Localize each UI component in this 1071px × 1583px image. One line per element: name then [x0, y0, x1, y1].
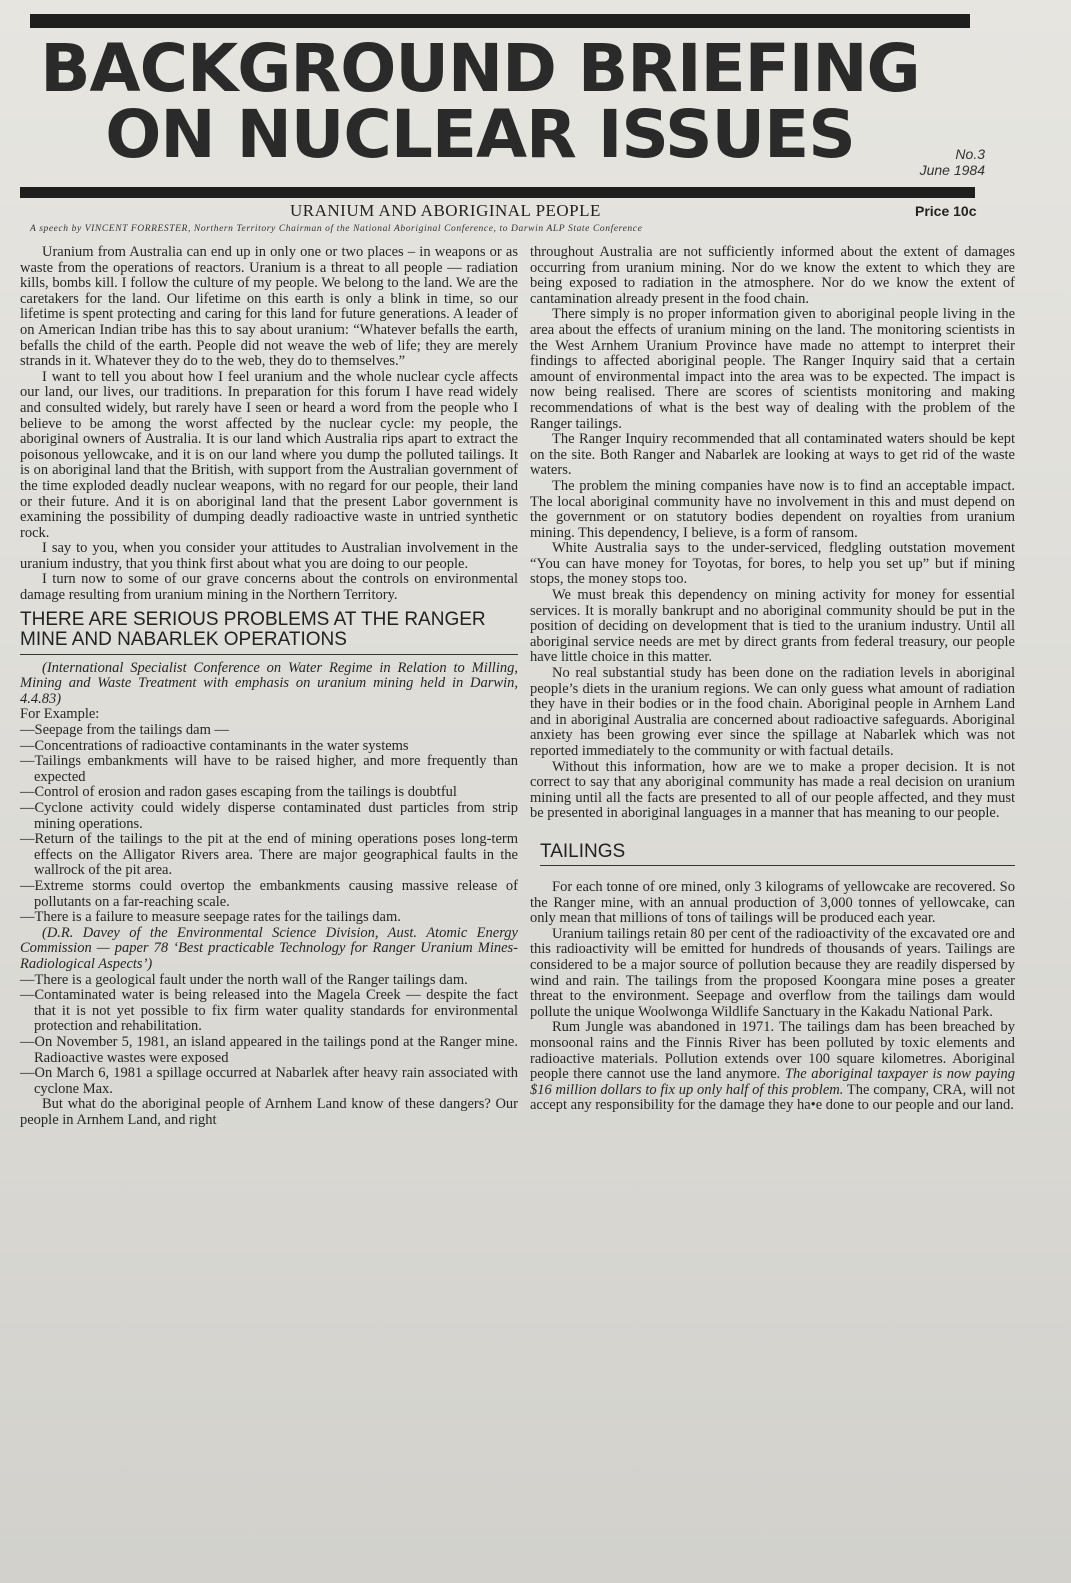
- paragraph: The Ranger Inquiry recommended that all contaminated waters should be kept on the site. Both Ranger and Nabarlek are looking at ways to get rid of the waste waters.: [530, 431, 1015, 479]
- list-item: — Cyclone activity could widely disperse contaminated dust particles from strip mining operations.: [20, 801, 518, 832]
- citation: (D.R. Davey of the Environmental Science Division, Aust. Atomic Energy Commission — paper 78 ‘Best practicable Technology for Ranger Uranium Mines- Radiological Aspects’): [20, 924, 518, 972]
- list-item: — Concentrations of radioactive contaminants in the water systems: [20, 739, 518, 755]
- text-run: The company, CRA, will not accept any responsibility for the damage they ha•e done to our people and our land.: [530, 1081, 1015, 1114]
- masthead-line-1: BACKGROUND BRIEFING: [40, 30, 920, 107]
- article-byline: A speech by VINCENT FORRESTER, Northern Territory Chairman of the National Aboriginal Conference, to Darwin ALP State Conference: [30, 224, 643, 234]
- paragraph: I turn now to some of our grave concerns about the controls on environmental damage resulting from uranium mining in the Northern Territory.: [20, 571, 518, 604]
- price-label: Price 10c: [915, 203, 977, 219]
- masthead-line-2: ON NUCLEAR ISSUES: [105, 96, 855, 173]
- issue-number: No.3: [955, 146, 985, 162]
- right-column: [530, 245, 1015, 1114]
- issue-date: June 1984: [919, 162, 985, 178]
- paragraph: No real substantial study has been done on the radiation levels in aboriginal people’s diets in the uranium regions. We can only guess what amount of radiation they have in their bodies or in the food chain. Aboriginal people in Arnhem Land and in aboriginal Australia are concerned about radioactive safeguards. Aboriginal anxiety has been growing ever since the spillage at Nabarlek which was not reported immediately to the community or with factual details.: [530, 665, 1015, 759]
- paragraph: I say to you, when you consider your attitudes to Australian involvement in the uranium industry, that you think first about what you are doing to our people.: [20, 540, 518, 572]
- list-item: — There is a geological fault under the north wall of the Ranger tailings dam.: [20, 973, 518, 989]
- list-item: — Extreme storms could overtop the embankments causing massive release of pollutants on a far-reaching scale.: [20, 879, 518, 910]
- list-item: — On March 6, 1981 a spillage occurred at Nabarlek after heavy rain associated with cyclone Max.: [20, 1066, 518, 1097]
- paragraph: We must break this dependency on mining activity for money for essential services. It is morally bankrupt and no aboriginal community should be put in the position of deciding on development that is tied to the uranium industry. Until all aboriginal service needs are met by direct grants from federal treasury, our people have little choice in this matter.: [530, 587, 1015, 666]
- list-item: — Return of the tailings to the pit at the end of mining operations poses long-term effects on the Alligator Rivers area. There are major geographical faults in the wallrock of the pit area.: [20, 832, 518, 879]
- paragraph: throughout Australia are not sufficiently informed about the extent of damages occurring from uranium mining. Nor do we know the extent to which they are being exposed to radiation in the atmosphere. Nor do we know the extent of cantamination already present in the food chain.: [530, 244, 1015, 307]
- citation: (International Specialist Conference on Water Regime in Relation to Milling, Mining and Waste Treatment with emphasis on uranium mining held in Darwin, 4.4.83): [20, 659, 518, 707]
- section-heading-ranger: THERE ARE SERIOUS PROBLEMS AT THE RANGER MINE AND NABARLEK OPERATIONS: [20, 610, 518, 655]
- masthead-bottom-rule: [20, 187, 975, 198]
- text-run: Rum Jungle was abandoned in 1971. The tailings dam has been breached by monsoonal rains and the Finnis River has been polluted by toxic elements and radioactive materials. Pollution extends over 100 square kilometres. Aboriginal people there cannot use the land anymore.: [530, 1019, 1015, 1083]
- article-headline: URANIUM AND ABORIGINAL PEOPLE: [290, 201, 601, 220]
- list-item: — Seepage from the tailings dam —: [20, 723, 518, 739]
- list-item: — Contaminated water is being released into the Magela Creek — despite the fact that it is not yet possible to fix firm water quality standards for environmental protection and rehabilitation.: [20, 988, 518, 1035]
- paragraph-rum-jungle: [530, 1020, 1015, 1114]
- masthead-top-rule: [30, 14, 970, 28]
- section-heading-tailings: TAILINGS: [540, 842, 1015, 866]
- paragraph: Without this information, how are we to make a proper decision. It is not correct to say that any aboriginal community has made a real decision on uranium mining until all the facts are presented to all of our people affected, and they must be presented in aboriginal languages in a manner that has meaning to our people.: [530, 758, 1015, 822]
- paragraph: But what do the aboriginal people of Arnhem Land know of these dangers? Our people in Arnhem Land, and right: [20, 1096, 518, 1128]
- paragraph: For each tonne of ore mined, only 3 kilograms of yellowcake are recovered. So the Ranger mine, with an annual production of 3,000 tonnes of yellowcake, can only mean that millions of tons of tailings will be produced each year.: [530, 878, 1015, 927]
- paragraph: The problem the mining companies have now is to find an acceptable impact. The local aboriginal community have no involvement in this and must depend on the government or on statutory bodies dependent on royalties from uranium mining. This dependency, I believe, is a form of ransom.: [530, 477, 1015, 541]
- paragraph: Uranium tailings retain 80 per cent of the radioactivity of the excavated ore and this radioactivity will be emitted for hundreds of thousands of years. Tailings are considered to be a major source of pollution because they are readily dispersed by wind and rain. The tailings from the proposed Koongara mine poses a greater threat to the environment. Seepage and overflow from the tailings dam would pollute the unique Woolwonga Wildlife Sanctuary in the Kakadu National Park.: [530, 925, 1015, 1020]
- paragraph: There simply is no proper information given to aboriginal people living in the area about the effects of uranium mining on the land. The monitoring scientists in the West Arnhem Uranium Province have made no attempt to interpret their findings to affected aboriginal people. The Ranger Inquiry said that a certain amount of environmental impact into the area was to be expected. The impact is now being realised. There are scores of scientists monitoring and making recommendations of what is the best way of dealing with the problem of the Ranger tailings.: [530, 306, 1015, 432]
- concerns-list: [20, 723, 518, 926]
- issue-info: [905, 146, 985, 178]
- masthead-title: [30, 30, 930, 173]
- list-item: — On November 5, 1981, an island appeared in the tailings pond at the Ranger mine. Radioactive wastes were exposed: [20, 1035, 518, 1066]
- list-item: — Control of erosion and radon gases escaping from the tailings is doubtful: [20, 785, 518, 801]
- list-item: — There is a failure to measure seepage rates for the tailings dam.: [20, 910, 518, 926]
- left-column: [20, 245, 518, 1128]
- for-example-label: For Example:: [20, 706, 100, 723]
- list-item: — Tailings embankments will have to be raised higher, and more frequently than expected: [20, 754, 518, 785]
- paragraph: Uranium from Australia can end up in only one or two places – in weapons or as waste from the operations of reactors. Uranium is a threat to all people — radiation kills, bombs kill. I follow the culture of my people. We belong to the land. We are the caretakers for the land. Our lifetime on this earth is only a blink in time, so our lifetime is spent protecting and caring for this land for future generations. A leader of on American Indian tribe has this to say about uranium: “Whatever befalls the earth, befalls the child of the earth. People did not weave the web of life; they are merely strands in it. Whatever they do to the web, they do to themselves.”: [20, 244, 518, 370]
- paragraph: White Australia says to the under-serviced, fledgling outstation movement “You can have money for Toyotas, for bores, to help you set up” but if mining stops, the money stops too.: [530, 540, 1015, 588]
- incidents-list: [20, 973, 518, 1098]
- paragraph: I want to tell you about how I feel uranium and the whole nuclear cycle affects our land, our lives, our traditions. In preparation for this forum I have read widely and consulted widely, but rarely have I seen or heard a word from the people who I believe to be among the worst affected by the nuclear cycle: my people, the aboriginal owners of Australia. It is our land which Australia rips apart to extract the poisonous yellowcake, and it is on our land where you dump the polluted tailings. It is on aboriginal land that the British, with support from the Australian government of the time exploded deadly nuclear weapons, with no regard for our people, their land or their future. And it is on aboriginal land that the present Labor government is examining the possibility of dumping deadly radioactive waste in untried synthetic rock.: [20, 368, 518, 541]
- italic-run: The aboriginal taxpayer is now paying $16 million dollars to fix up only half of this problem.: [530, 1066, 1016, 1098]
